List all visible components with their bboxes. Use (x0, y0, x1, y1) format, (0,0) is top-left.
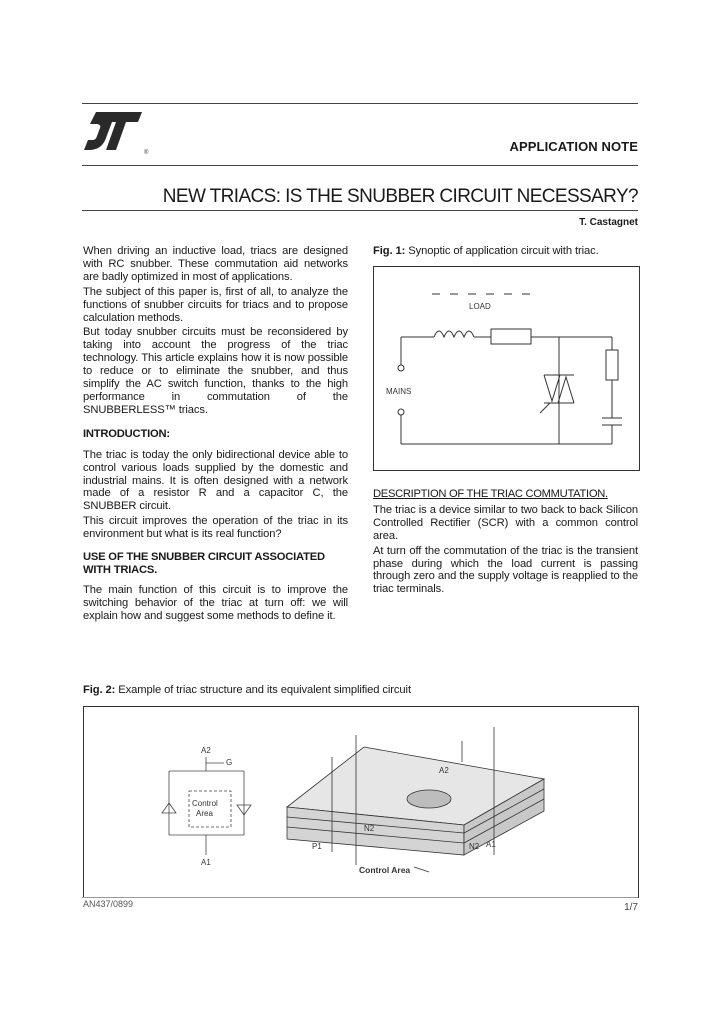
description-heading: DESCRIPTION OF THE TRIAC COMMUTATION. (373, 488, 608, 500)
fig1-box (373, 266, 640, 471)
para-2: The subject of this paper is, first of all, to analyze the functions of snubber circuits for triacs and to propose calculation methods. (83, 285, 348, 324)
author: T. Castagnet (579, 217, 638, 228)
fig2-box (83, 706, 639, 898)
para-4: The triac is today the only bidirectional device able to control various loads supplied by the domestic and industrial mains. It is often designed with a network made of a resistor R and a capacitor C, the SNUBBER circuit. (83, 448, 348, 513)
use-heading: USE OF THE SNUBBER CIRCUIT ASSOCIATED WITH TRIACS. (83, 551, 325, 576)
fig2-caption: Fig. 2: Example of triac structure and its equivalent simplified circuit (83, 684, 411, 696)
n2b-label: N2 (469, 842, 480, 851)
page-title: NEW TRIACS: IS THE SNUBBER CIRCUIT NECESSARY? (162, 186, 638, 207)
control-area-label: Control Area (359, 865, 411, 875)
intro-heading: INTRODUCTION: (83, 427, 170, 440)
n2-label: N2 (364, 824, 375, 833)
a1-bottom-label: A1 (486, 840, 496, 849)
control-label-1: Control (192, 799, 218, 808)
para-6: The main function of this circuit is to improve the switching behavior of the triac at turn off: we will explain how and suggest some methods to define it. (83, 583, 348, 622)
para-5: This circuit improves the operation of the triac in its environment but what is its real function? (83, 515, 348, 541)
svg-text:®: ® (144, 150, 149, 156)
right-column (373, 488, 638, 596)
para-1: When driving an inductive load, triacs are designed with RC snubber. These commutation aid networks are badly optimized in most of applications. (83, 245, 348, 283)
a2-top-label: A2 (439, 766, 449, 775)
left-column (83, 245, 348, 623)
para-3: But today snubber circuits must be reconsidered by taking into account the progress of the triac technology. This article explains how it is now possible to reduce or to eliminate the snubber, and thus simplify the AC switch function, thanks to the high performance in commutation of the SNUBBERLESS™ triacs. (83, 326, 348, 416)
fig2-drawing (84, 707, 638, 897)
fig1-caption: Fig. 1: Synoptic of application circuit with triac. (373, 245, 599, 257)
page-number: 1/7 (624, 902, 638, 913)
svg-text:ST: ST (82, 110, 84, 111)
mains-label: MAINS (386, 387, 412, 396)
a2-label: A2 (201, 746, 211, 755)
st-logo (82, 110, 154, 158)
control-label-2: Area (196, 809, 213, 818)
load-label: LOAD (469, 302, 491, 311)
g-label: G (226, 758, 233, 767)
right-para-2: At turn off the commutation of the triac is the transient phase during which the load current is passing through zero and the supply voltage is reapplied to the triac terminals. (373, 544, 638, 596)
fig1-circuit (374, 267, 639, 470)
right-para-1: The triac is a device similar to two back to back Silicon Controlled Rectifier (SCR) with a common control area. (373, 503, 638, 542)
doc-type: APPLICATION NOTE (509, 139, 638, 154)
p1-label: P1 (312, 842, 322, 851)
doc-ref: AN437/0899 (83, 899, 134, 909)
a1-label: A1 (201, 858, 211, 867)
